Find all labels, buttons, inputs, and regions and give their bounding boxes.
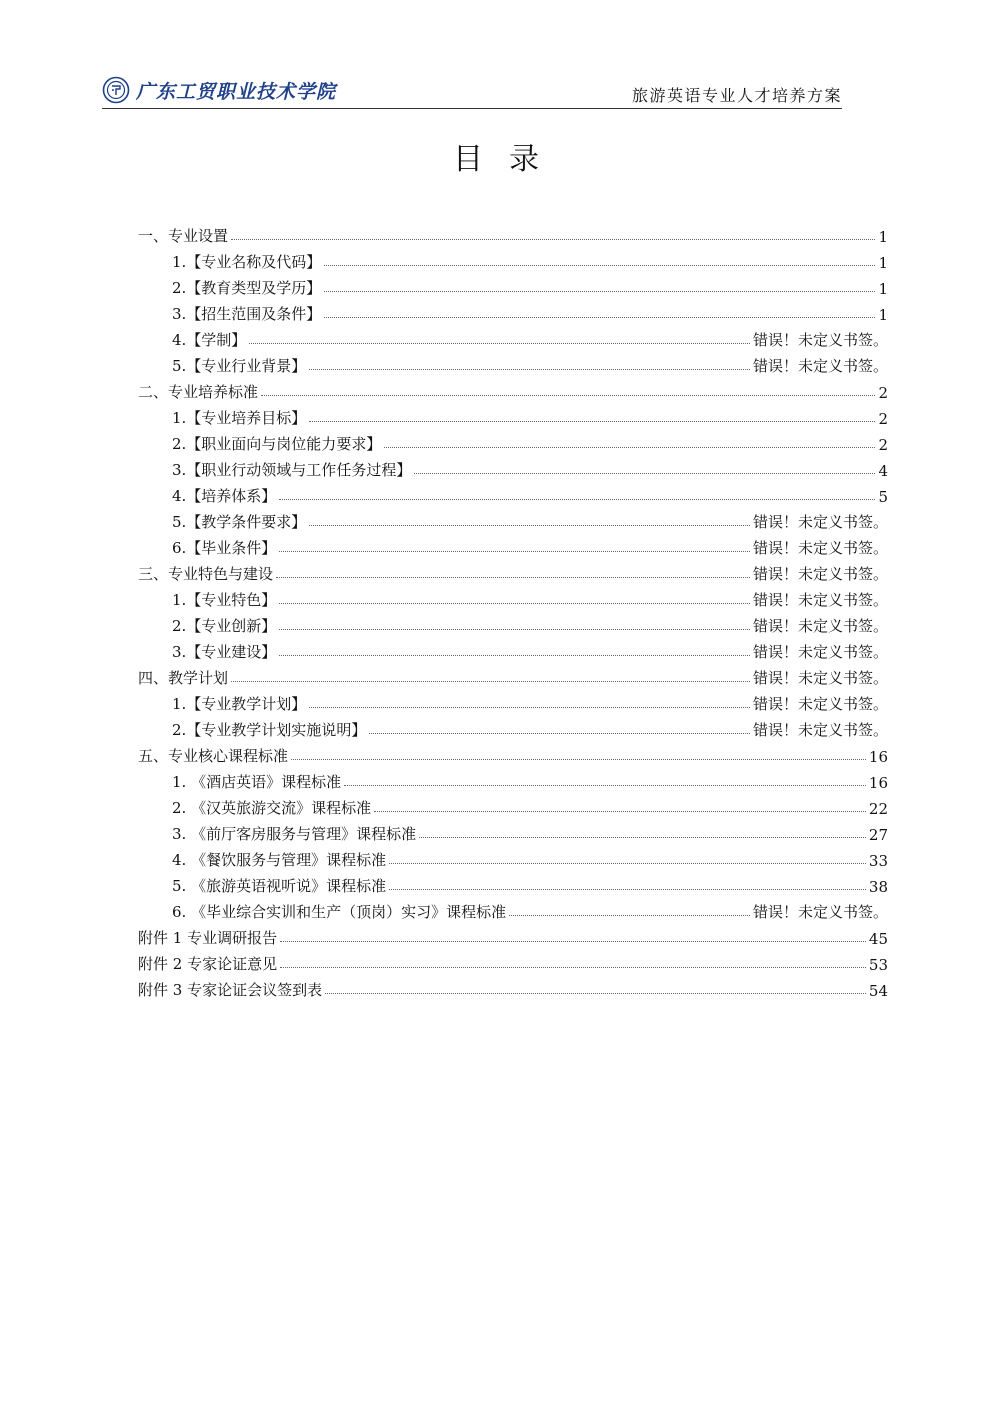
toc-entry-page: 16 <box>868 774 888 792</box>
toc-entry-page: 5 <box>878 488 888 506</box>
toc-entry[interactable] <box>138 558 888 584</box>
toc-entry-page: 错误！未定义书签。 <box>752 565 888 583</box>
toc-entry-page: 38 <box>868 878 888 896</box>
toc-leader-dots <box>389 863 866 864</box>
toc-leader-dots <box>309 707 750 708</box>
toc-entry[interactable] <box>138 792 888 818</box>
toc-entry-page: 错误！未定义书签。 <box>752 669 888 687</box>
toc-leader-dots <box>414 473 875 474</box>
toc-leader-dots <box>279 499 875 500</box>
toc-entry-label: 3.【招生范围及条件】 <box>172 305 322 323</box>
toc-leader-dots <box>231 681 750 682</box>
toc-entry-page: 1 <box>878 228 888 246</box>
toc-entry-label: 一、专业设置 <box>138 227 229 245</box>
toc-entry[interactable] <box>138 714 888 740</box>
toc-leader-dots <box>384 447 875 448</box>
toc-entry[interactable] <box>138 220 888 246</box>
toc-entry-label: 5.【专业行业背景】 <box>172 357 307 375</box>
toc-leader-dots <box>276 577 750 578</box>
toc-entry[interactable] <box>138 974 888 1000</box>
toc-entry-label: 1. 《酒店英语》课程标准 <box>172 773 342 791</box>
toc-entry[interactable] <box>138 376 888 402</box>
college-logo <box>102 76 336 104</box>
toc-entry-page: 4 <box>878 462 888 480</box>
toc-leader-dots <box>279 655 750 656</box>
toc-entry[interactable] <box>138 870 888 896</box>
toc-entry[interactable] <box>138 246 888 272</box>
toc-leader-dots <box>369 733 750 734</box>
toc-entry-label: 1.【专业特色】 <box>172 591 277 609</box>
toc-entry-label: 6. 《毕业综合实训和生产（顶岗）实习》课程标准 <box>172 903 507 921</box>
toc-entry[interactable] <box>138 844 888 870</box>
toc-entry-page: 1 <box>878 306 888 324</box>
toc-leader-dots <box>231 239 875 240</box>
toc-leader-dots <box>279 629 750 630</box>
toc-entry-page: 错误！未定义书签。 <box>752 331 888 349</box>
toc-leader-dots <box>325 993 866 994</box>
toc-entry-label: 4.【学制】 <box>172 331 247 349</box>
toc-entry-page: 错误！未定义书签。 <box>752 643 888 661</box>
logo-text: 广东工贸职业技术学院 <box>136 80 337 103</box>
toc-entry-page: 错误！未定义书签。 <box>752 903 888 921</box>
toc-entry[interactable] <box>138 662 888 688</box>
toc-entry[interactable] <box>138 766 888 792</box>
toc-entry-page: 45 <box>868 930 888 948</box>
toc-entry-label: 2.【教育类型及学历】 <box>172 279 322 297</box>
toc-entry[interactable] <box>138 350 888 376</box>
toc-entry-page: 错误！未定义书签。 <box>752 617 888 635</box>
toc-entry[interactable] <box>138 740 888 766</box>
page-header <box>102 72 842 109</box>
toc-leader-dots <box>279 603 750 604</box>
toc-leader-dots <box>291 759 866 760</box>
toc-entry[interactable] <box>138 428 888 454</box>
toc-entry-label: 三、专业特色与建设 <box>138 565 274 583</box>
toc-entry-label: 1.【专业培养目标】 <box>172 409 307 427</box>
toc-leader-dots <box>509 915 750 916</box>
page-title: 目录 <box>453 142 565 177</box>
toc-entry-label: 3. 《前厅客房服务与管理》课程标准 <box>172 825 417 843</box>
toc-entry-label: 1.【专业教学计划】 <box>172 695 307 713</box>
toc-entry[interactable] <box>138 298 888 324</box>
toc-entry-label: 4. 《餐饮服务与管理》课程标准 <box>172 851 387 869</box>
toc-entry-label: 附件 2 专家论证意见 <box>138 955 278 973</box>
toc-leader-dots <box>324 317 875 318</box>
toc-entry[interactable] <box>138 402 888 428</box>
toc-entry[interactable] <box>138 506 888 532</box>
toc-leader-dots <box>324 265 875 266</box>
toc-entry-page: 错误！未定义书签。 <box>752 591 888 609</box>
toc-entry-page: 27 <box>868 826 888 844</box>
toc-entry-page: 16 <box>868 748 888 766</box>
toc-leader-dots <box>419 837 866 838</box>
toc-leader-dots <box>280 967 866 968</box>
toc-entry-label: 5.【教学条件要求】 <box>172 513 307 531</box>
toc-entry-label: 1.【专业名称及代码】 <box>172 253 322 271</box>
toc-entry-label: 6.【毕业条件】 <box>172 539 277 557</box>
toc-entry-label: 附件 1 专业调研报告 <box>138 929 278 947</box>
toc-entry-label: 5. 《旅游英语视听说》课程标准 <box>172 877 387 895</box>
toc-entry-page: 错误！未定义书签。 <box>752 539 888 557</box>
toc-entry-label: 2.【职业面向与岗位能力要求】 <box>172 435 382 453</box>
toc-leader-dots <box>261 395 875 396</box>
table-of-contents <box>138 220 888 1000</box>
toc-leader-dots <box>249 343 750 344</box>
toc-entry[interactable] <box>138 480 888 506</box>
toc-entry[interactable] <box>138 324 888 350</box>
toc-entry-page: 1 <box>878 280 888 298</box>
toc-entry-page: 错误！未定义书签。 <box>752 721 888 739</box>
toc-leader-dots <box>344 785 866 786</box>
toc-entry-page: 错误！未定义书签。 <box>752 513 888 531</box>
toc-entry-label: 四、教学计划 <box>138 669 229 687</box>
toc-entry-label: 2.【专业教学计划实施说明】 <box>172 721 367 739</box>
toc-entry[interactable] <box>138 896 888 922</box>
toc-entry[interactable] <box>138 610 888 636</box>
toc-entry-page: 2 <box>878 410 888 428</box>
toc-entry-page: 2 <box>878 436 888 454</box>
toc-entry[interactable] <box>138 454 888 480</box>
toc-entry[interactable] <box>138 922 888 948</box>
toc-leader-dots <box>309 525 750 526</box>
toc-leader-dots <box>280 941 866 942</box>
toc-leader-dots <box>374 811 866 812</box>
toc-leader-dots <box>279 551 750 552</box>
toc-entry-page: 22 <box>868 800 888 818</box>
toc-entry[interactable] <box>138 532 888 558</box>
toc-entry[interactable] <box>138 636 888 662</box>
toc-entry-label: 五、专业核心课程标准 <box>138 747 289 765</box>
toc-entry[interactable] <box>138 818 888 844</box>
toc-entry-page: 1 <box>878 254 888 272</box>
toc-entry-label: 3.【职业行动领域与工作任务过程】 <box>172 461 412 479</box>
toc-entry-label: 二、专业培养标准 <box>138 383 259 401</box>
college-emblem-icon <box>102 76 130 104</box>
toc-entry-label: 4.【培养体系】 <box>172 487 277 505</box>
toc-entry-label: 2. 《汉英旅游交流》课程标准 <box>172 799 372 817</box>
toc-entry-page: 54 <box>868 982 888 1000</box>
toc-entry[interactable] <box>138 688 888 714</box>
toc-leader-dots <box>309 369 750 370</box>
toc-leader-dots <box>309 421 875 422</box>
toc-entry[interactable] <box>138 948 888 974</box>
toc-entry-page: 错误！未定义书签。 <box>752 695 888 713</box>
toc-entry-label: 3.【专业建设】 <box>172 643 277 661</box>
toc-entry[interactable] <box>138 272 888 298</box>
toc-entry[interactable] <box>138 584 888 610</box>
toc-entry-page: 错误！未定义书签。 <box>752 357 888 375</box>
toc-leader-dots <box>324 291 875 292</box>
toc-entry-page: 2 <box>878 384 888 402</box>
toc-leader-dots <box>389 889 866 890</box>
toc-entry-page: 53 <box>868 956 888 974</box>
toc-entry-label: 2.【专业创新】 <box>172 617 277 635</box>
toc-entry-label: 附件 3 专家论证会议签到表 <box>138 981 323 999</box>
toc-entry-page: 33 <box>868 852 888 870</box>
document-title: 旅游英语专业人才培养方案 <box>631 86 842 105</box>
